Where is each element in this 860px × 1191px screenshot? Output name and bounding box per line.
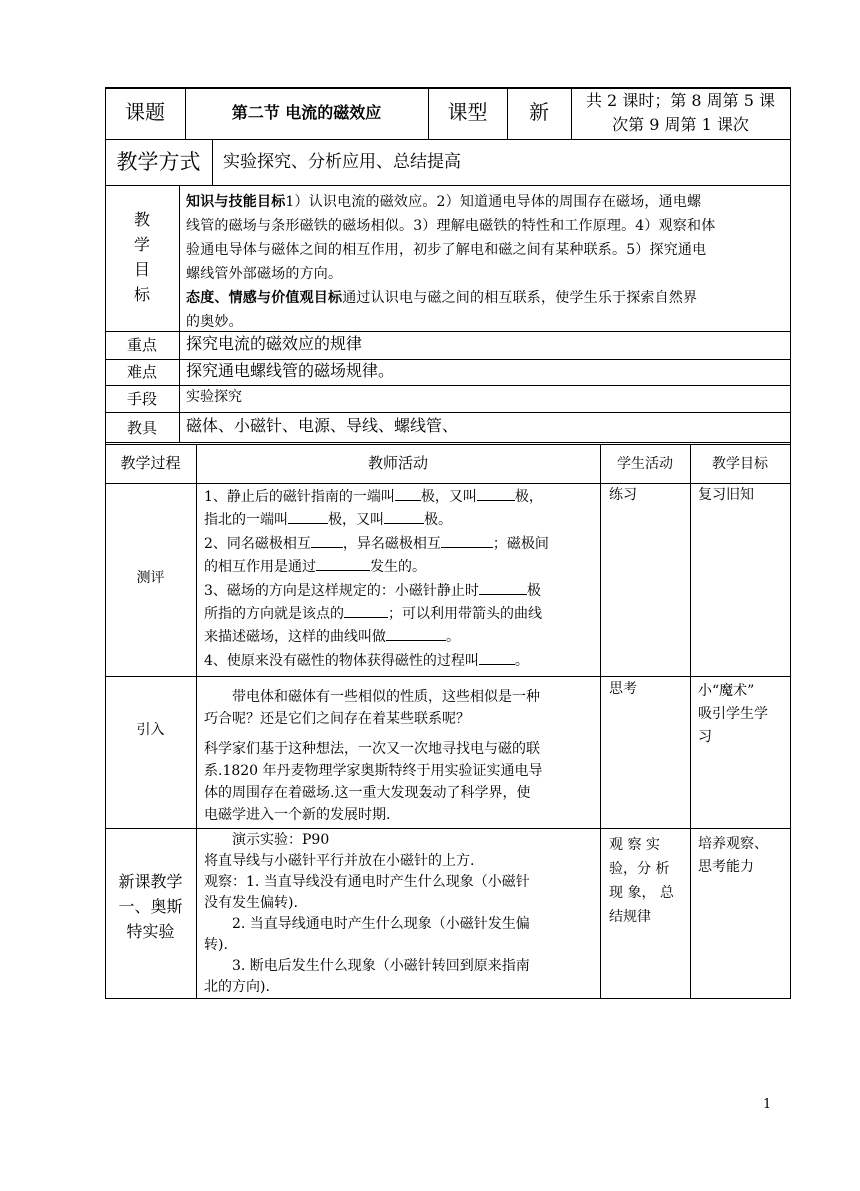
answer-blank[interactable] bbox=[316, 556, 370, 571]
objectives-label-char: 目 bbox=[133, 260, 150, 279]
label-course: 课题 bbox=[125, 100, 165, 124]
knowledge-line: 验通电导体与磁体之间的相互作用，初步了解电和磁之间有某种联系。5）探究通电 bbox=[186, 242, 707, 258]
test-row-label: 测评 bbox=[136, 570, 165, 586]
new-row-text: 演示实验：P90 将直导线与小磁针平行并放在小磁针的上方. 观察：1. 当直导线没有通电时产生什么现象（小磁针 没有发生偏转). 2. 当直导线通电时产生什么现象（小磁针发生偏 转). 3. 断电后发生什么现象（小磁针转回到原来指南 北的方向). bbox=[204, 832, 530, 995]
new-row-label: 新课教学 一、奥斯 特实验 bbox=[118, 872, 183, 941]
tools-value: 磁体、小磁针、电源、导线、螺线管、 bbox=[186, 416, 459, 435]
attitude-line: 通过认识电与磁之间的相互联系，使学生乐于探索自然界 bbox=[342, 290, 698, 306]
answer-blank[interactable] bbox=[441, 533, 493, 548]
means-value: 实验探究 bbox=[186, 389, 242, 405]
label-method: 教学方式 bbox=[116, 150, 201, 174]
new-row-student: 观 察 实 验，分 析 现 象， 总 结规律 bbox=[609, 837, 674, 925]
answer-blank[interactable] bbox=[395, 486, 421, 501]
answer-blank[interactable] bbox=[479, 650, 515, 665]
intro-text: 带电体和磁体有一些相似的性质，这些相似是一种 巧合呢？还是它们之间存在着某些联系呢？ 科学家们基于这种想法，一次又一次地寻找电与磁的联 系.1820 年丹麦物理学家奥斯特终于用实验证实通电导 体的周围存在着磁场.这一重大发现轰动了科学界，使 电磁学进入一个新的发展时期. bbox=[204, 689, 543, 823]
knowledge-line: 螺线管外部磁场的方向。 bbox=[186, 266, 343, 282]
attitude-label: 态度、情感与价值观目标 bbox=[186, 290, 343, 306]
answer-blank[interactable] bbox=[384, 509, 424, 524]
test-row-student: 练习 bbox=[609, 487, 637, 503]
schedule-line-1: 共 2 课时；第 8 周第 5 课 bbox=[585, 91, 776, 110]
new-row-goal: 培养观察、 思考能力 bbox=[698, 836, 768, 875]
key-point-value: 探究电流的磁效应的规律 bbox=[186, 334, 363, 353]
knowledge-line: 线管的磁场与条形磁铁的磁场相似。3）理解电磁铁的特性和工作原理。4）观察和体 bbox=[186, 218, 716, 234]
answer-blank[interactable] bbox=[288, 509, 328, 524]
page-number: 1 bbox=[763, 1097, 772, 1112]
intro-row-student: 思考 bbox=[609, 681, 637, 697]
answer-blank[interactable] bbox=[479, 580, 527, 595]
objectives-label-char: 学 bbox=[133, 235, 150, 254]
objectives-label-char: 教 bbox=[133, 210, 150, 229]
method-value: 实验探究、分析应用、总结提高 bbox=[223, 152, 461, 172]
intro-row-goal: 小“魔术” 吸引学生学 习 bbox=[698, 683, 768, 745]
col-header-goal: 教学目标 bbox=[712, 456, 768, 472]
course-title: 第二节 电流的磁效应 bbox=[231, 103, 382, 122]
label-key-point: 重点 bbox=[126, 336, 157, 354]
label-difficulty: 难点 bbox=[126, 363, 157, 381]
answer-blank[interactable] bbox=[386, 626, 446, 641]
label-tools: 教具 bbox=[126, 419, 157, 437]
answer-blank[interactable] bbox=[477, 486, 515, 501]
attitude-line: 的奥妙。 bbox=[186, 314, 243, 330]
col-header-student: 学生活动 bbox=[617, 456, 673, 472]
label-means: 手段 bbox=[126, 390, 157, 408]
label-type: 课型 bbox=[447, 100, 488, 124]
answer-blank[interactable] bbox=[344, 603, 388, 618]
difficulty-value: 探究通电螺线管的磁场规律。 bbox=[186, 361, 395, 380]
test-row-goal: 复习旧知 bbox=[698, 487, 754, 503]
type-value: 新 bbox=[529, 100, 549, 124]
objectives-text bbox=[186, 190, 786, 334]
test-questions: 1、静止后的磁针指南的一端叫 极，又叫 极， 指北的一端叫 极，又叫 极。 2、同名磁极相互 ，异名磁极相互 ；磁极间 的相互作用是通过 发生的。 3、磁场的方向是这样规定的：小磁针静止时 极 所指的方向就是该点的 ；可以利用带箭头的曲线 来描述磁场，这样的曲线叫做 。 4、使原来没有磁性的物体获得磁性的过程叫 。 bbox=[204, 486, 596, 673]
knowledge-line: 1）认识电流的磁效应。2）知道通电导体的周围存在磁场，通电螺 bbox=[285, 194, 702, 210]
knowledge-label: 知识与技能目标 bbox=[186, 194, 286, 210]
intro-row-label: 引入 bbox=[136, 722, 165, 738]
col-header-process: 教学过程 bbox=[120, 454, 181, 472]
answer-blank[interactable] bbox=[311, 533, 343, 548]
objectives-label-char: 标 bbox=[133, 285, 150, 304]
schedule-line-2: 次第 9 周第 1 课次 bbox=[612, 115, 749, 134]
col-header-teacher: 教师活动 bbox=[367, 454, 428, 472]
